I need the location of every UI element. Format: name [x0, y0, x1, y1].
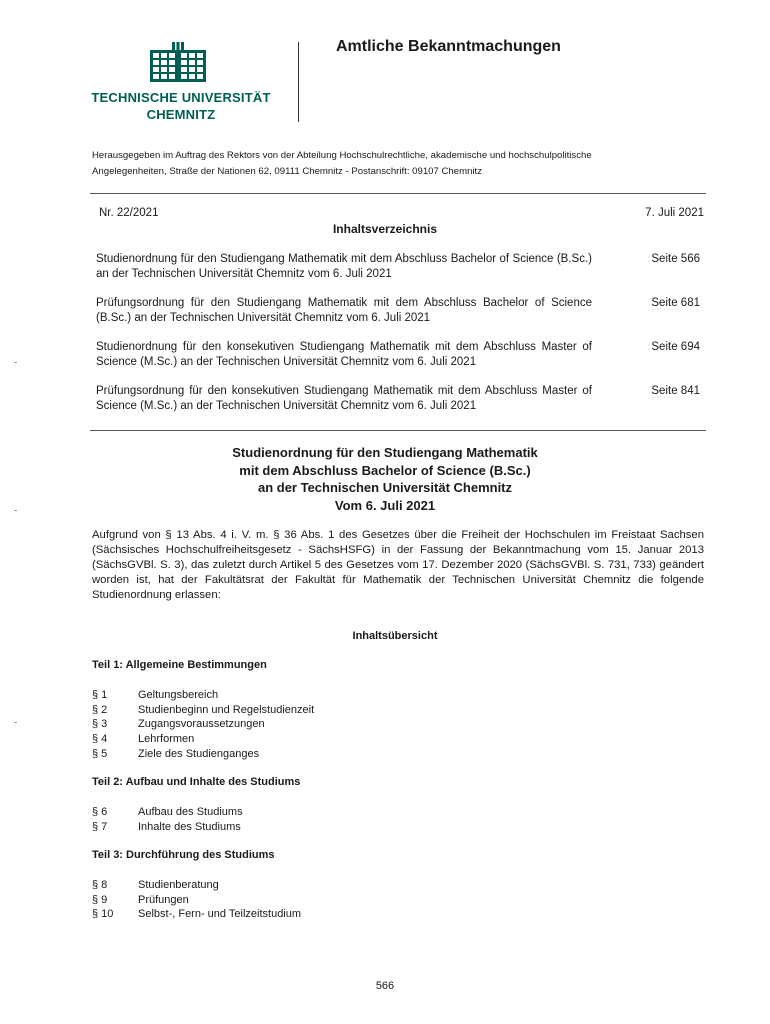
tu-chemnitz-logo-icon [150, 42, 206, 82]
document-title-line: Vom 6. Juli 2021 [334, 497, 436, 513]
toc-entry-page: Seite 566 [651, 253, 700, 265]
section-label: Studienbeginn und Regelstudienzeit [138, 703, 315, 716]
section-number: § 6 [92, 806, 108, 818]
section-label: Geltungsbereich [138, 689, 219, 701]
section-number: § 9 [92, 893, 108, 906]
logo-text-line2: CHEMNITZ [146, 107, 216, 122]
publisher-line: Angelegenheiten, Straße der Nationen 62, 09111 Chemnitz - Postanschrift: 09107 Chemnitz [92, 165, 483, 177]
section-number: § 4 [92, 733, 108, 746]
divider [90, 430, 706, 431]
section-number: § 10 [92, 908, 114, 921]
section-label: Inhalte des Studiums [138, 820, 241, 833]
section-label: Zugangsvoraussetzungen [138, 718, 265, 731]
section-label: Prüfungen [138, 893, 189, 906]
section-label: Lehrformen [138, 733, 195, 746]
document-title-line: Studienordnung für den Studiengang Mathematik [232, 445, 538, 460]
page-title: Amtliche Bekanntmachungen [336, 38, 561, 55]
page-number: 566 [375, 980, 395, 992]
toc-entry-page: Seite 841 [651, 385, 700, 397]
overview-title: Inhaltsübersicht [352, 630, 438, 642]
document-title [0, 444, 770, 514]
section-number: § 7 [92, 820, 108, 833]
part-title: Teil 3: Durchführung des Studiums [92, 849, 275, 861]
section-number: § 1 [92, 689, 108, 701]
logo-text-line1: TECHNISCHE UNIVERSITÄT [91, 90, 271, 105]
issue-date: 7. Juli 2021 [645, 207, 704, 219]
section-label: Studienberatung [138, 879, 219, 891]
margin-mark [14, 510, 17, 511]
issue-number: Nr. 22/2021 [99, 207, 159, 219]
document-title-line: an der Technischen Universität Chemnitz [257, 480, 513, 495]
divider [90, 193, 706, 194]
toc-entry-title: Studienordnung für den konsekutiven Studiengang Mathematik mit dem Abschluss Master of Science (M.Sc.) an der Technischen Universität Chemnitz vom 6. Juli 2021 [96, 341, 592, 368]
toc-entry-page: Seite 694 [651, 341, 700, 353]
header-divider [298, 42, 299, 122]
section-label: Aufbau des Studiums [138, 806, 243, 818]
section-number: § 8 [92, 879, 108, 891]
toc-entry-title: Prüfungsordnung für den Studiengang Mathematik mit dem Abschluss Bachelor of Science (B.Sc.) an der Technischen Universität Chemnitz vom 6. Juli 2021 [96, 297, 592, 324]
publisher-note [92, 148, 707, 179]
toc-title: Inhaltsverzeichnis [332, 222, 438, 236]
section-number: § 5 [92, 747, 108, 760]
toc-entry-page: Seite 681 [651, 297, 700, 309]
section-number: § 2 [92, 703, 108, 716]
margin-mark [14, 362, 17, 363]
part-title: Teil 2: Aufbau und Inhalte des Studiums [92, 776, 301, 788]
margin-mark [14, 722, 17, 723]
university-logo [88, 40, 274, 124]
section-number: § 3 [92, 718, 108, 731]
section-label: Ziele des Studienganges [138, 747, 260, 760]
toc-entry-title: Studienordnung für den Studiengang Mathematik mit dem Abschluss Bachelor of Science (B.Sc.) an der Technischen Universität Chemnitz vom 6. Juli 2021 [96, 253, 592, 280]
document-title-line: mit dem Abschluss Bachelor of Science (B.Sc.) [239, 462, 531, 478]
preamble-paragraph: Aufgrund von § 13 Abs. 4 i. V. m. § 36 Abs. 1 des Gesetzes über die Freiheit der Hochschulen im Freistaat Sachsen (Sächsisches Hochschulfreiheitsgesetz - SächsHSFG) in der Fassung der Bekanntmachung vom 15. Januar 2013 (SächsGVBl. S. 3), das zuletzt durch Artikel 5 des Gesetzes vom 17. Dezember 2020 (SächsGVBl. S. 731, 733) geändert worden ist, hat der Fakultätsrat der Fakultät für Mathematik der Technischen Universität Chemnitz die folgende Studienordnung erlassen: [92, 529, 704, 601]
toc-entry-title: Prüfungsordnung für den konsekutiven Studiengang Mathematik mit dem Abschluss Master of Science (M.Sc.) an der Technischen Universität Chemnitz vom 6. Juli 2021 [96, 385, 592, 412]
part-title: Teil 1: Allgemeine Bestimmungen [92, 659, 267, 671]
publisher-line: Herausgegeben im Auftrag des Rektors von der Abteilung Hochschulrechtliche, akademische und hochschulpolitische [92, 150, 592, 161]
section-label: Selbst-, Fern- und Teilzeitstudium [138, 908, 302, 921]
